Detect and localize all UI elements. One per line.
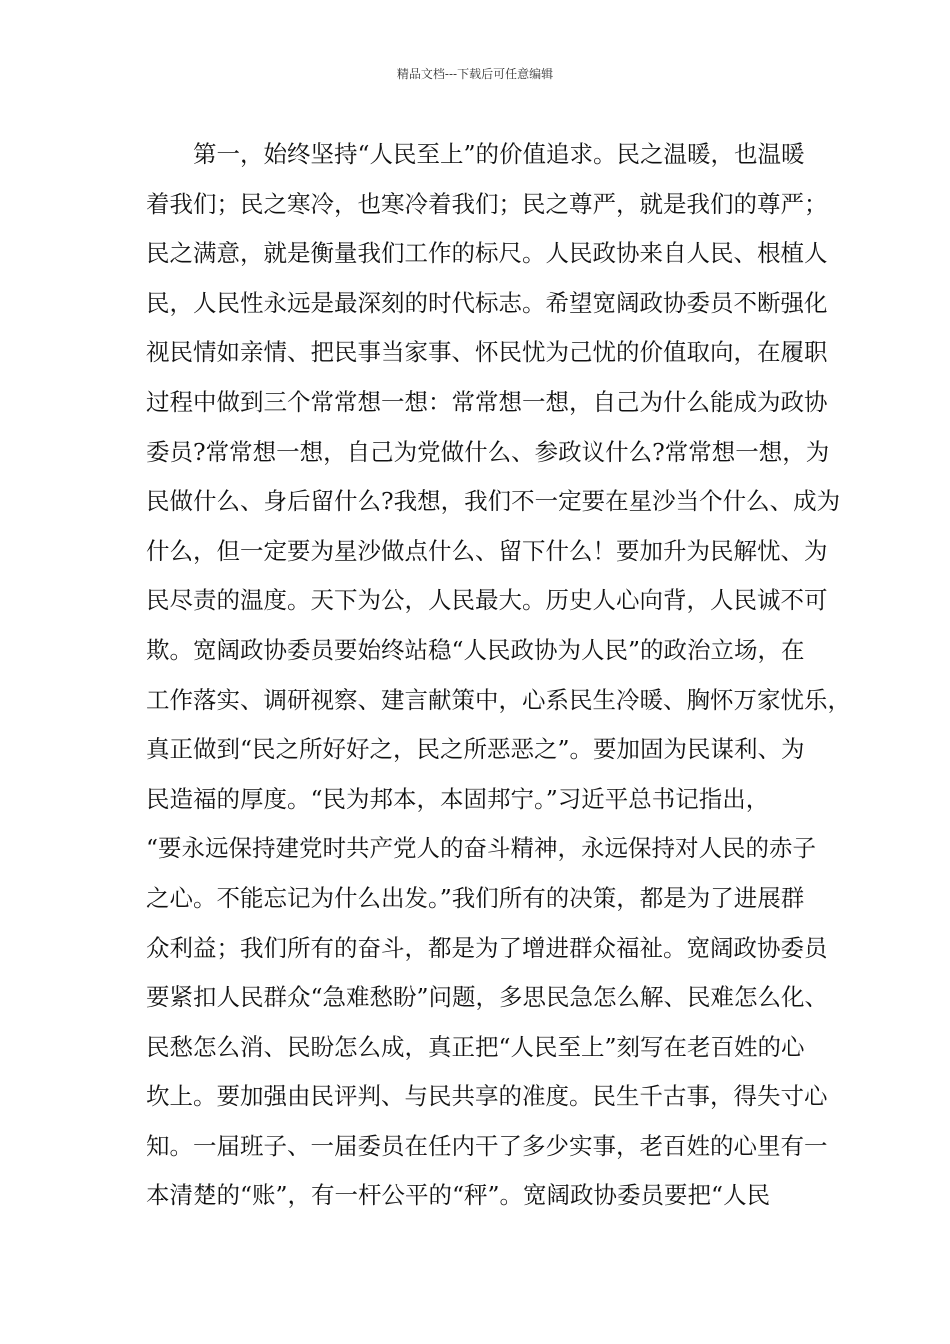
paragraph-line: 本清楚的“账”，有一杆公平的“秤”。宽阔政协委员要把“人民	[146, 1181, 771, 1210]
paragraph-line: 过程中做到三个常常想一想：常常想一想，自己为什么能成为政协	[146, 387, 828, 416]
paragraph-line: 民造福的厚度。“民为邦本，本固邦宁。”习近平总书记指出，	[146, 784, 770, 813]
paragraph-line: 民尽责的温度。天下为公，人民最大。历史人心向背，人民诚不可	[146, 586, 828, 615]
paragraph-line: 要紧扣人民群众“急难愁盼”问题，多思民急怎么解、民难怎么化、	[146, 983, 829, 1012]
document-body	[146, 130, 851, 1221]
paragraph-line: 委员?常常想一想，自己为党做什么、参政议什么?常常想一想，为	[146, 437, 830, 466]
paragraph-line: 民之满意，就是衡量我们工作的标尺。人民政协来自人民、根植人	[146, 239, 828, 268]
paragraph-line: “要永远保持建党时共产党人的奋斗精神，永远保持对人民的赤子	[146, 834, 817, 863]
paragraph-line: 民，人民性永远是最深刻的时代标志。希望宽阔政协委员不断强化	[146, 288, 828, 317]
paragraph-line: 真正做到“民之所好好之，民之所恶恶之”。要加固为民谋利、为	[146, 735, 805, 764]
paragraph-line: 民做什么、身后留什么?我想，我们不一定要在星沙当个什么、成为	[146, 487, 841, 516]
page-header: 精品文档---下载后可任意编辑	[396, 67, 554, 81]
paragraph-line: 着我们；民之寒冷，也寒冷着我们；民之尊严，就是我们的尊严；	[146, 189, 828, 218]
paragraph-line: 民愁怎么消、民盼怎么成，真正把“人民至上”刻写在老百姓的心	[146, 1032, 805, 1061]
paragraph-line: 之心。不能忘记为什么出发。”我们所有的决策，都是为了进展群	[146, 883, 805, 912]
paragraph-line: 第一，始终坚持“人民至上”的价值追求。民之温暖，也温暖	[193, 140, 805, 168]
paragraph-line: 什么，但一定要为星沙做点什么、留下什么！要加升为民解忧、为	[146, 536, 828, 565]
paragraph-line: 坎上。要加强由民评判、与民共享的准度。民生千古事，得失寸心	[146, 1082, 828, 1111]
paragraph-line: 知。一届班子、一届委员在任内干了多少实事，老百姓的心里有一	[146, 1131, 828, 1160]
paragraph-line: 工作落实、调研视察、建言献策中，心系民生冷暖、胸怀万家忧乐，	[146, 685, 851, 714]
paragraph-line: 众利益；我们所有的奋斗，都是为了增进群众福祉。宽阔政协委员	[146, 933, 828, 962]
paragraph-line: 欺。宽阔政协委员要始终站稳“人民政协为人民”的政治立场，在	[146, 635, 805, 664]
paragraph-line: 视民情如亲情、把民事当家事、怀民忧为己忧的价值取向，在履职	[146, 338, 828, 367]
